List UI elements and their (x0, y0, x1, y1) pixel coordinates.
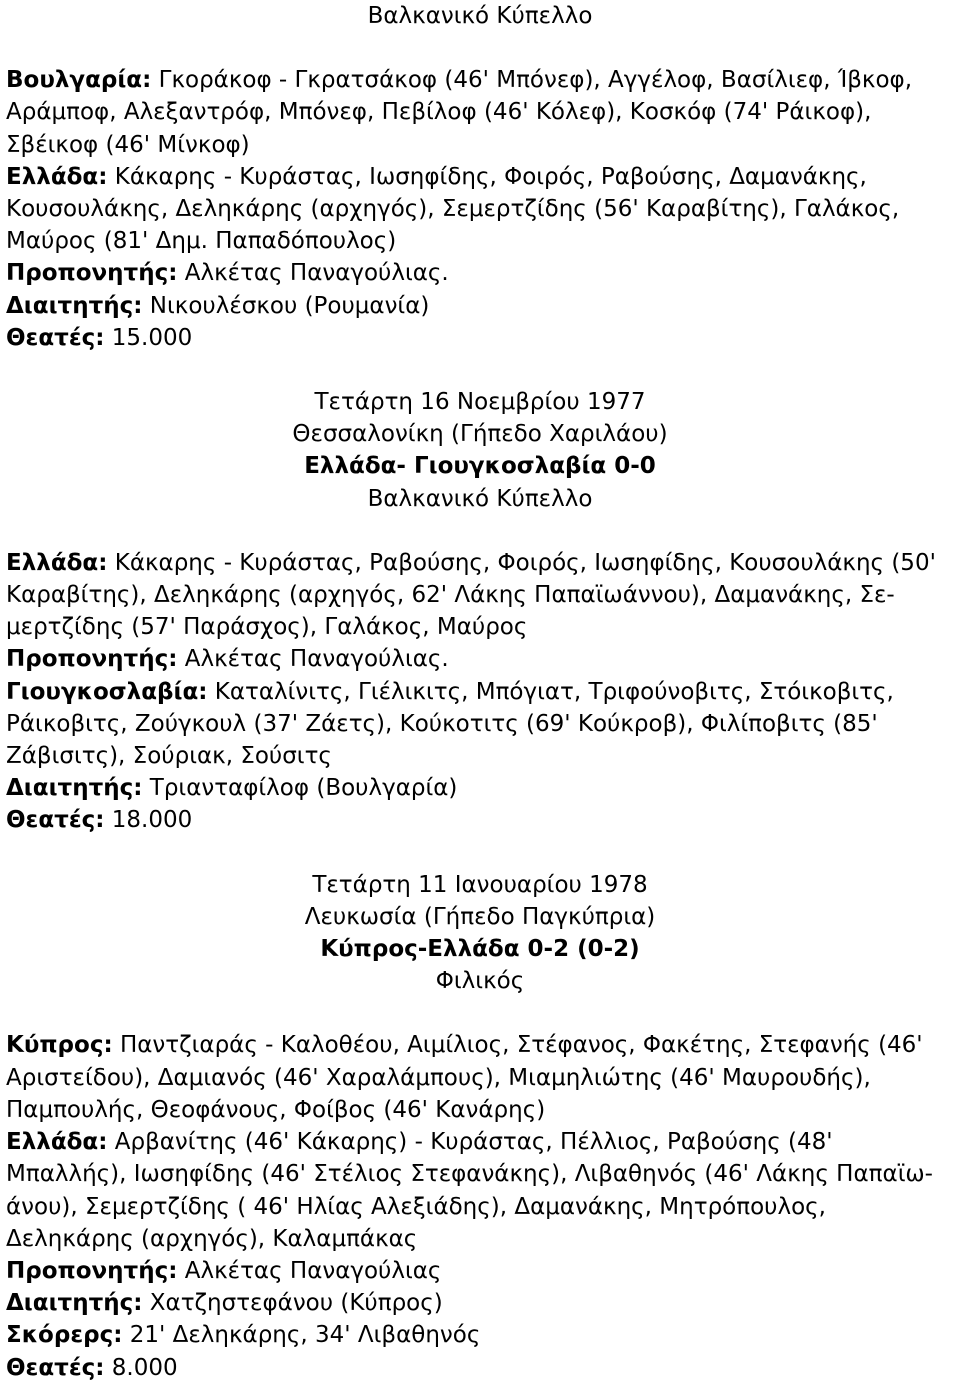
greece-lineup (6, 161, 954, 258)
spectators-line (6, 1352, 954, 1384)
coach-text: Αλκέτας Παναγούλιας (177, 1257, 442, 1284)
referee-text: Τριανταφίλοφ (Βουλγαρία) (142, 775, 458, 802)
referee-label: Διαιτητής: (6, 1290, 143, 1317)
spectators-text: 8.000 (104, 1354, 178, 1381)
competition-title: Βαλκανικό Κύπελλο (367, 3, 593, 29)
coach-label: Προπονητής: (6, 1257, 178, 1284)
greece-lineup (6, 1126, 954, 1255)
coach-line (6, 1255, 954, 1287)
bulgaria-lineup (6, 64, 954, 161)
team-label: Κύπρος: (6, 1032, 113, 1059)
spacer (6, 837, 954, 869)
coach-text: Αλκέτας Παναγούλιας. (177, 260, 449, 287)
team-label: Βουλγαρία: (6, 67, 152, 94)
spectators-text: 15.000 (104, 324, 193, 351)
match-competition: Φιλικός (435, 968, 525, 995)
match-score: Ελλάδα- Γιουγκοσλαβία 0-0 (304, 453, 656, 480)
scorers-text: 21' Δεληκάρης, 34' Λιβαθηνός (122, 1322, 481, 1349)
scorers-line (6, 1319, 954, 1351)
match-date: Τετάρτη 11 Ιανουαρίου 1978 (312, 871, 648, 898)
coach-text: Αλκέτας Παναγούλιας. (177, 646, 449, 673)
referee-line (6, 1287, 954, 1319)
lineup-text: Καταλίνιτς, Γιέλικιτς, Μπόγιατ, Τριφούνοβιτς, Στόικοβιτς, Ράικοβιτς, Ζούγκουλ (37' Ζάετς), Κούκοτιτς (69' Κούκροβ), Φιλίποβιτς (85' Ζάβισιτς), Σούριακ, Σούσιτς (6, 678, 894, 770)
coach-line (6, 643, 954, 675)
spacer (6, 32, 954, 64)
coach-label: Προπονητής: (6, 646, 178, 673)
spectators-label: Θεατές: (6, 807, 105, 834)
spectators-label: Θεατές: (6, 1354, 105, 1381)
referee-text: Νικουλέσκου (Ρουμανία) (142, 292, 430, 319)
spacer (6, 997, 954, 1029)
yugoslavia-lineup (6, 676, 954, 773)
spacer (6, 515, 954, 547)
spectators-line (6, 804, 954, 836)
lineup-text: Γκοράκοφ - Γκρατσάκοφ (46' Μπόνεφ), Αγγέλοφ, Βασίλιεφ, Ίβκοφ, Αράμποφ, Αλεξαντρόφ, Μπόνεφ, Πεβίλοφ (46' Κόλεφ), Κοσκόφ (74' Ράικοφ), Σβέικοφ (46' Μίνκοφ) (6, 67, 913, 158)
team-label: Ελλάδα: (6, 1129, 108, 1156)
coach-label: Προπονητής: (6, 260, 178, 287)
referee-line (6, 772, 954, 804)
match-venue: Θεσσαλονίκη (Γήπεδο Χαριλάου) (292, 421, 668, 448)
team-label: Γιουγκοσλαβία: (6, 678, 208, 705)
scorers-label: Σκόρερς: (6, 1322, 123, 1349)
lineup-text: Κάκαρης - Κυράστας, Ιωσηφίδης, Φοιρός, Ραβούσης, Δαμανάκης, Κουσουλάκης, Δεληκάρης (αρχηγός), Σεμερτζίδης (56' Καραβίτης), Γαλάκος, Μαύρος (81' Δημ. Παπαδόπουλος) (6, 163, 900, 255)
team-label: Ελλάδα: (6, 163, 108, 190)
team-label: Ελλάδα: (6, 549, 108, 576)
spacer (6, 354, 954, 386)
cyprus-lineup (6, 1029, 954, 1126)
match-competition: Βαλκανικό Κύπελλο (367, 485, 593, 512)
match-venue: Λευκωσία (Γήπεδο Παγκύπρια) (304, 903, 656, 930)
spectators-line (6, 322, 954, 354)
match-score: Κύπρος-Ελλάδα 0-2 (0-2) (320, 936, 640, 963)
spectators-label: Θεατές: (6, 324, 105, 351)
lineup-text: Κάκαρης - Κυράστας, Ραβούσης, Φοιρός, Ιωσηφίδης, Κουσουλάκης (50' Καραβίτης), Δεληκάρης (αρχηγός, 62' Λάκης Παπαϊωάννου), Δαμανάκης, Σε-μερτζίδης (57' Παράσχος), Γαλάκος, Μαύρος (6, 549, 936, 641)
spectators-text: 18.000 (104, 807, 193, 834)
match-date: Τετάρτη 16 Νοεμβρίου 1977 (314, 389, 646, 416)
coach-line (6, 257, 954, 289)
lineup-text: Παντζιαράς - Καλοθέου, Αιμίλιος, Στέφανος, Φακέτης, Στεφανής (46' Αριστείδου), Δαμιανός (46' Χαραλάμπους), Μιαμηλιώτης (46' Μαυρουδής), Παμπουλής, Θεοφάνους, Φοίβος (46' Κανάρης) (6, 1032, 923, 1123)
referee-line (6, 290, 954, 322)
referee-label: Διαιτητής: (6, 292, 143, 319)
referee-label: Διαιτητής: (6, 775, 143, 802)
lineup-text: Αρβανίτης (46' Κάκαρης) - Κυράστας, Πέλλιος, Ραβούσης (48' Μπαλλής), Ιωσηφίδης (46' Στέλιος Στεφανάκης), Λιβαθηνός (46' Λάκης Παπαϊω-άνου), Σεμερτζίδης ( 46' Ηλίας Αλεξιάδης), Δαμανάκης, Μητρόπουλος, Δεληκάρης (αρχηγός), Καλαμπάκας (6, 1129, 933, 1252)
greece-lineup (6, 547, 954, 644)
referee-text: Χατζηστεφάνου (Κύπρος) (142, 1290, 443, 1317)
